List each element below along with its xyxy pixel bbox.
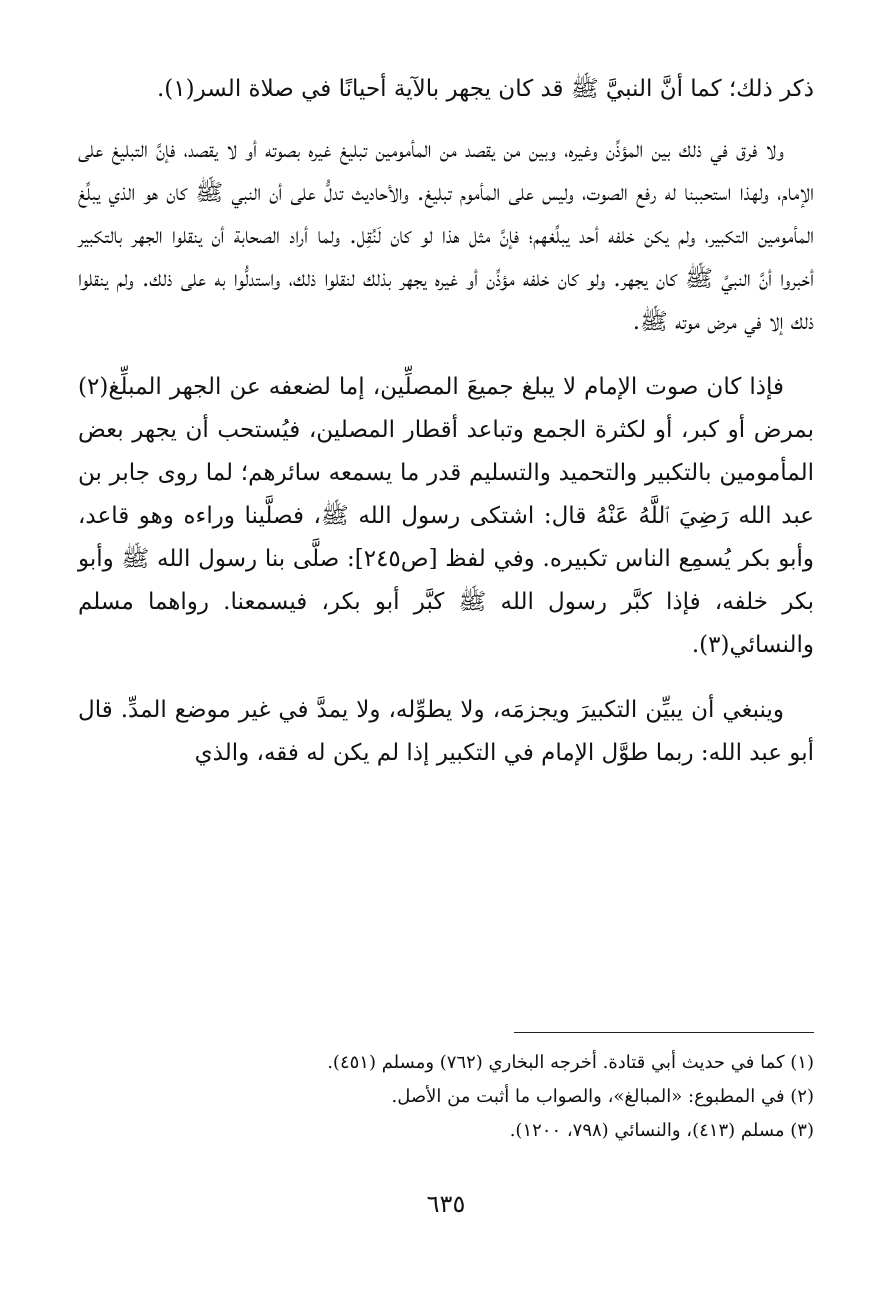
main-text (78, 68, 814, 775)
paragraph-1: ذكر ذلك؛ كما أنَّ النبيَّ ﷺ قد كان يجهر بالآية أحيانًا في صلاة السر(١). (156, 76, 814, 102)
footnotes (78, 1046, 814, 1148)
footnote-2: (٢) في المطبوع: «المبالغ»، والصواب ما أثبت من الأصل. (391, 1086, 814, 1107)
page-number: ٦٣٥ (426, 1190, 466, 1218)
paragraph-3: فإذا كان صوت الإمام لا يبلغ جميعَ المصلِّين، إما لضعفه عن الجهر المبلِّغ(٢) بمرض أو كبر، أو لكثرة الجمع وتباعد أقطار المصلين، فيُستحب أن يجهر بعض المأمومين بالتكبير والتحميد والتسليم قدر ما يسمعه سائرهم؛ لما روى جابر بن عبد الله رَضِيَ ٱللَّهُ عَنْهُ قال: اشتكى رسول الله ﷺ، فصلَّينا وراءه وهو قاعد، وأبو بكر يُسمِع الناس تكبيره. وفي لفظ [ص٢٤٥]: صلَّى بنا رسول الله ﷺ وأبو بكر خلفه، فإذا كبَّر رسول الله ﷺ كبَّر أبو بكر، فيسمعنا. رواهما مسلم والنسائي(٣). (78, 374, 814, 658)
paragraph-2: ولا فرق في ذلك بين المؤذِّن وغيره، وبين من يقصد من المأمومين تبليغ غيره بصوته أو لا يقصد، فإنَّ التبليغ على الإمام، ولهذا استحببنا له رفع الصوت، وليس على المأموم تبليغ. والأحاديث تدلُّ على أن النبي ﷺ كان هو الذي يبلِّغ المأمومين التكبير، ولم يكن خلفه أحد يبلِّغهم؛ فإنَّ مثل هذا لو كان لَنُقِل. ولما أراد الصحابة أن ينقلوا الجهر بالتكبير أخبروا أنَّ النبيَّ ﷺ كان يجهر. ولو كان خلفه مؤذِّن أو غيره يجهر بذلك لنقلوا ذلك، واستدلُّوا به على ذلك. ولم ينقلوا ذلك إلا في مرض موته ﷺ. (78, 137, 814, 335)
paragraph-4: وينبغي أن يبيِّن التكبيرَ ويجزمَه، ولا يطوِّله، ولا يمدَّ في غير موضع المدِّ. قال أبو عبد الله: ربما طوَّل الإمام في التكبير إذا لم يكن له فقه، والذي (78, 697, 814, 766)
footnote-1: (١) كما في حديث أبي قتادة. أخرجه البخاري (٧٦٢) ومسلم (٤٥١). (327, 1052, 814, 1073)
footnote-3: (٣) مسلم (٤١٣)، والنسائي (٧٩٨، ١٢٠٠). (509, 1120, 814, 1141)
footnote-divider (514, 1032, 814, 1033)
